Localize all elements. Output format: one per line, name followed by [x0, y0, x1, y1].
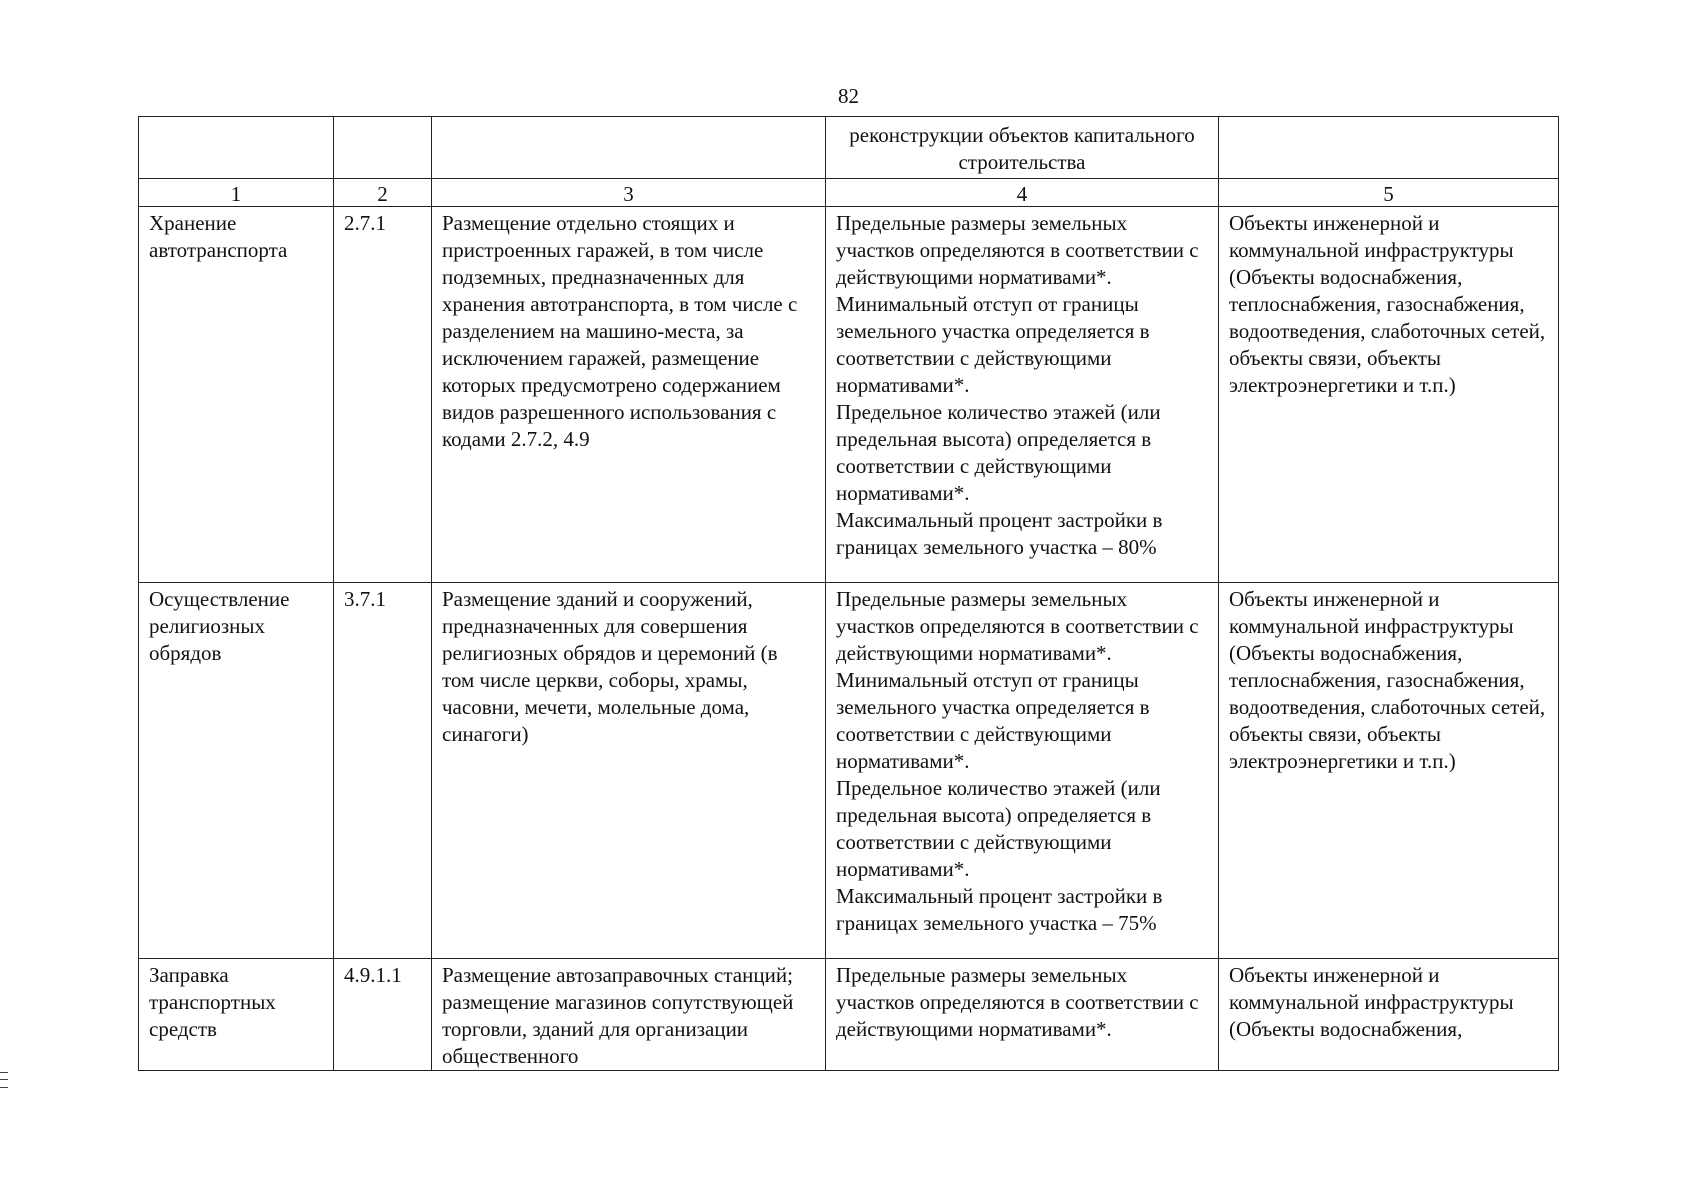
- use-type-description: Размещение автозаправочных станций; размещение магазинов сопутствующей торговли, зданий для организации общественного: [432, 959, 826, 1071]
- use-type-description: Размещение зданий и сооружений, предназначенных для совершения религиозных обрядов и церемоний (в том числе церкви, соборы, храмы, часовни, мечети, молельные дома, синагоги): [432, 583, 826, 959]
- header-cell-1: [139, 117, 334, 179]
- use-type-code: 4.9.1.1: [334, 959, 432, 1071]
- use-type-parameters: [826, 583, 1219, 959]
- parameter-text: Предельные размеры земельных участков определяются в соответствии с действующими нормативами*.: [836, 587, 1199, 665]
- auxiliary-uses: Объекты инженерной и коммунальной инфраструктуры (Объекты водоснабжения, теплоснабжения, газоснабжения, водоотведения, слаботочных сетей, объекты связи, объекты электроэнергетики и т.п.): [1219, 207, 1559, 583]
- use-type-description: Размещение отдельно стоящих и пристроенных гаражей, в том числе подземных, предназначенных для хранения автотранспорта, в том числе с разделением на машино-места, за исключением гаражей, размещение которых предусмотрено содержанием видов разрешенного использования с кодами 2.7.2, 4.9: [432, 207, 826, 583]
- use-type-code: 3.7.1: [334, 583, 432, 959]
- parameter-text: Минимальный отступ от границы земельного участка определяется в соответствии с действующими нормативами*.: [836, 668, 1150, 773]
- parameter-text: Предельные размеры земельных участков определяются в соответствии с действующими нормативами*.: [836, 211, 1199, 289]
- parameter-text: Предельное количество этажей (или предельная высота) определяется в соответствии с действующими нормативами*.: [836, 400, 1161, 505]
- table-row: [139, 583, 1559, 959]
- table-row: [139, 207, 1559, 583]
- header-cell-3: [432, 117, 826, 179]
- auxiliary-uses: Объекты инженерной и коммунальной инфраструктуры (Объекты водоснабжения, теплоснабжения, газоснабжения, водоотведения, слаботочных сетей, объекты связи, объекты электроэнергетики и т.п.): [1219, 583, 1559, 959]
- continuation-header-row: [139, 117, 1559, 179]
- use-type-code: 2.7.1: [334, 207, 432, 583]
- parameter-text: Предельное количество этажей (или предельная высота) определяется в соответствии с действующими нормативами*.: [836, 776, 1161, 881]
- parameter-text: Минимальный отступ от границы земельного участка определяется в соответствии с действующими нормативами*.: [836, 292, 1150, 397]
- header-cell-4: реконструкции объектов капитального строительства: [826, 117, 1219, 179]
- use-type-name: Заправка транспортных средств: [139, 959, 334, 1071]
- column-number: 3: [432, 179, 826, 207]
- column-number: 1: [139, 179, 334, 207]
- margin-mark: [0, 1072, 8, 1088]
- use-type-parameters: [826, 959, 1219, 1071]
- header-cell-2: [334, 117, 432, 179]
- column-number-row: [139, 179, 1559, 207]
- auxiliary-uses: Объекты инженерной и коммунальной инфраструктуры (Объекты водоснабжения,: [1219, 959, 1559, 1071]
- header-cell-5: [1219, 117, 1559, 179]
- use-type-name: Осуществление религиозных обрядов: [139, 583, 334, 959]
- use-type-parameters: [826, 207, 1219, 583]
- parameter-text: Предельные размеры земельных участков определяются в соответствии с действующими нормативами*.: [836, 963, 1199, 1041]
- column-number: 5: [1219, 179, 1559, 207]
- column-number: 4: [826, 179, 1219, 207]
- parameter-text: Максимальный процент застройки в границах земельного участка – 80%: [836, 508, 1163, 559]
- use-type-name: Хранение автотранспорта: [139, 207, 334, 583]
- column-number: 2: [334, 179, 432, 207]
- table-row: [139, 959, 1559, 1071]
- parameter-text: Максимальный процент застройки в границах земельного участка – 75%: [836, 884, 1163, 935]
- page-number: 82: [838, 84, 859, 108]
- land-use-table: [138, 116, 1559, 1071]
